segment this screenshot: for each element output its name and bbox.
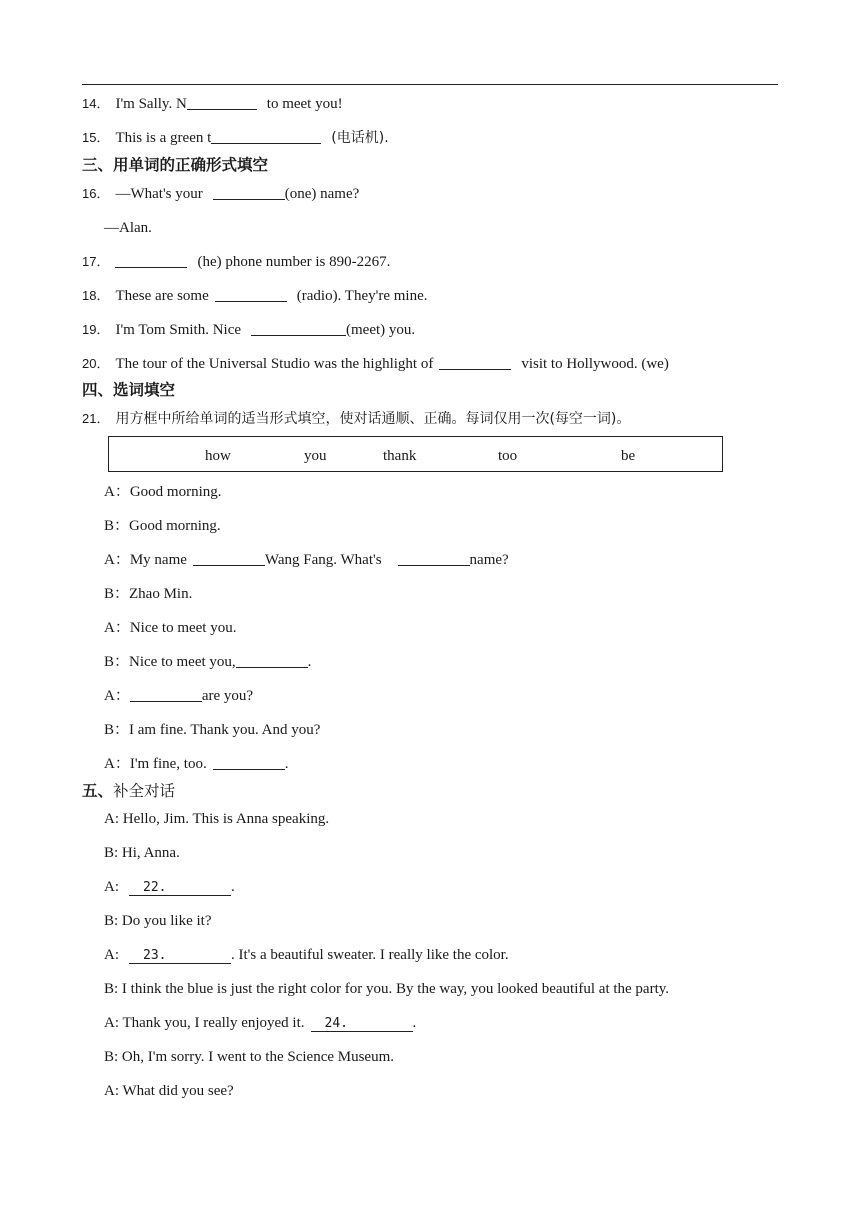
section-heading: 四、选词填空 (82, 381, 176, 399)
line-text: are you? (201, 688, 254, 704)
question-16-answer: —Alan. (104, 220, 152, 236)
question-number: 16． (82, 186, 110, 201)
dialogue-line: B: I think the blue is just the right color for you. By the way, you looked beautiful at the party. (104, 981, 670, 997)
dialogue-line: A: What did you see? (104, 1083, 234, 1099)
speaker-label: B： (104, 722, 130, 738)
answer-blank[interactable] (213, 755, 285, 770)
question-text: I'm Tom Smith. Nice (115, 322, 242, 338)
numbered-blank[interactable]: 23. (129, 948, 231, 964)
answer-blank[interactable] (115, 253, 187, 268)
line-text: Good morning. (129, 518, 221, 534)
dialogue-line (104, 1013, 416, 1033)
answer-blank[interactable] (187, 95, 257, 110)
line-text: . (307, 654, 312, 670)
question-text: I'm Sally. N (115, 96, 187, 112)
line-text: . It's a beautiful sweater. I really like the color. (231, 947, 509, 963)
line-text: My name (129, 552, 187, 568)
question-number: 19． (82, 322, 110, 337)
line-text: Zhao Min. (129, 586, 193, 602)
speaker-label: A： (104, 552, 130, 568)
dialogue-line (104, 877, 235, 897)
answer-blank[interactable] (251, 321, 346, 336)
word-bank-item: you (304, 448, 327, 464)
section-number: 五、 (82, 782, 114, 800)
dialogue-line (104, 482, 222, 502)
section-heading (82, 781, 175, 802)
question-15 (82, 128, 389, 148)
line-text: I am fine. Thank you. And you? (129, 722, 321, 738)
speaker-label: B： (104, 518, 130, 534)
header-rule (82, 84, 778, 85)
question-text: (电话机). (331, 130, 389, 146)
numbered-blank[interactable]: 22. (129, 880, 231, 896)
answer-blank[interactable] (211, 129, 321, 144)
word-bank-item: be (621, 448, 636, 464)
speaker-label: A： (104, 756, 130, 772)
question-text: (he) phone number is 890-2267. (197, 254, 391, 270)
dialogue-line: B: Hi, Anna. (104, 845, 180, 861)
dialogue-line (104, 618, 236, 638)
question-instruction: 用方框中所给单词的适当形式填空，使对话通顺、正确。每词仅用一次(每空一词)。 (115, 411, 631, 427)
speaker-label: A： (104, 484, 130, 500)
question-number: 18． (82, 288, 110, 303)
question-text: to meet you! (266, 96, 343, 112)
question-21 (82, 409, 630, 429)
dialogue-line (104, 516, 221, 536)
answer-blank[interactable] (193, 551, 265, 566)
speaker-label: A： (104, 620, 130, 636)
question-text: (radio). They're mine. (296, 288, 428, 304)
dialogue-line (104, 720, 320, 740)
section-heading: 三、用单词的正确形式填空 (82, 156, 269, 174)
dialogue-line: B: Do you like it? (104, 913, 212, 929)
line-text: . (284, 756, 289, 772)
line-text: I'm fine, too. (129, 756, 207, 772)
answer-blank[interactable] (439, 355, 511, 370)
question-text: These are some (115, 288, 209, 304)
word-bank-item: how (205, 448, 231, 464)
speaker-label: A： (104, 688, 130, 704)
answer-blank[interactable] (215, 287, 287, 302)
line-text: A: (104, 879, 119, 895)
question-text: visit to Hollywood. (we) (521, 356, 669, 372)
dialogue-line: B: Oh, I'm sorry. I went to the Science Museum. (104, 1049, 395, 1065)
line-text: . (412, 1015, 417, 1031)
question-text: The tour of the Universal Studio was the highlight of (115, 356, 434, 372)
line-text: Good morning. (129, 484, 222, 500)
answer-blank[interactable] (130, 687, 202, 702)
line-text: A: Thank you, I really enjoyed it. (104, 1015, 305, 1031)
question-number: 17． (82, 254, 110, 269)
question-20 (82, 354, 669, 374)
word-bank-item: thank (383, 448, 417, 464)
question-text: —What's your (115, 186, 203, 202)
line-text: A: (104, 947, 119, 963)
question-14 (82, 94, 343, 114)
question-16 (82, 184, 359, 204)
speaker-label: B： (104, 586, 130, 602)
dialogue-line (104, 652, 311, 672)
word-bank-box (108, 436, 723, 472)
question-number: 20． (82, 356, 110, 371)
question-text: (one) name? (284, 186, 360, 202)
question-number: 21． (82, 411, 110, 426)
answer-blank[interactable] (398, 551, 470, 566)
dialogue-line (104, 686, 253, 706)
answer-blank[interactable] (236, 653, 308, 668)
line-text: Nice to meet you. (129, 620, 237, 636)
dialogue-line (104, 754, 288, 774)
question-text: (meet) you. (346, 322, 416, 338)
line-text: . (231, 879, 235, 895)
numbered-blank[interactable]: 24. (311, 1016, 413, 1032)
line-text: Nice to meet you, (129, 654, 236, 670)
dialogue-line: A: Hello, Jim. This is Anna speaking. (104, 811, 330, 827)
dialogue-line (104, 550, 509, 570)
line-text: Wang Fang. What's (264, 552, 382, 568)
answer-blank[interactable] (213, 185, 285, 200)
question-number: 15． (82, 130, 110, 145)
word-bank-item: too (498, 448, 518, 464)
speaker-label: B： (104, 654, 130, 670)
question-19 (82, 320, 415, 340)
dialogue-line (104, 945, 509, 965)
question-text: This is a green t (115, 130, 212, 146)
line-text: name? (469, 552, 509, 568)
question-number: 14． (82, 96, 110, 111)
dialogue-line (104, 584, 192, 604)
section-title: 补全对话 (113, 782, 176, 800)
question-17 (82, 252, 390, 272)
question-18 (82, 286, 427, 306)
